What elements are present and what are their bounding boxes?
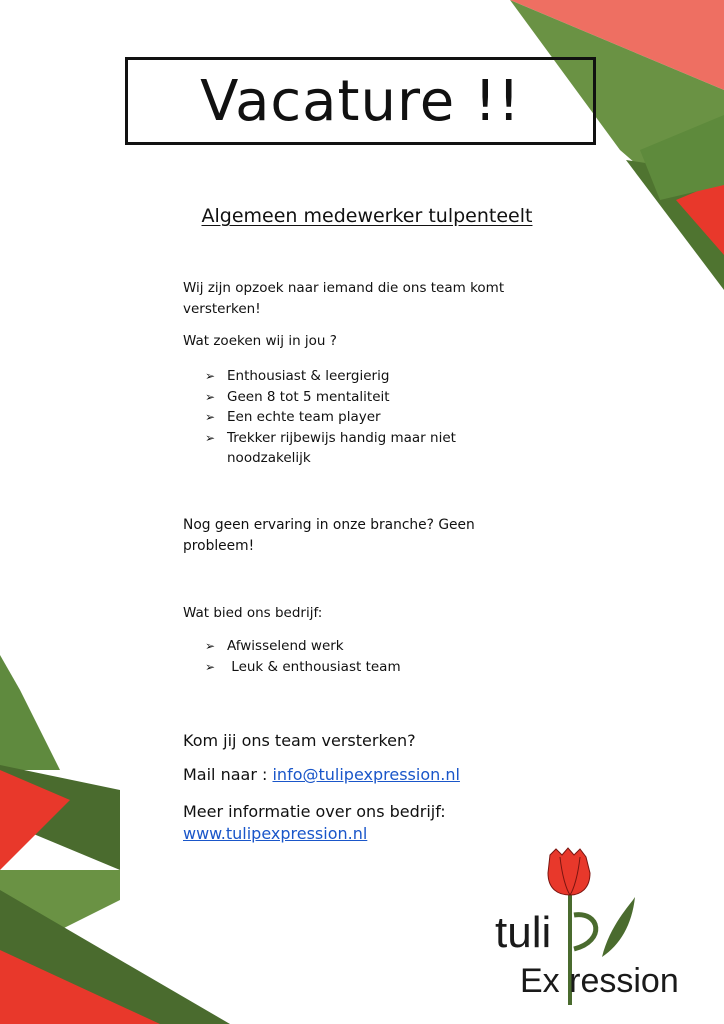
more-info-label: Meer informatie over ons bedrijf: — [183, 802, 446, 821]
arrow-bullet-icon: ➢ — [205, 410, 216, 424]
more-info-block — [183, 801, 503, 845]
tulip-flower-icon — [548, 848, 590, 895]
mail-line — [183, 764, 460, 786]
list-item: ➢ Leuk & enthousiast team — [205, 657, 492, 678]
arrow-bullet-icon: ➢ — [205, 430, 216, 445]
title-box — [125, 57, 596, 145]
mail-prefix: Mail naar : — [183, 765, 273, 784]
offer-list — [205, 636, 492, 677]
arrow-bullet-icon: ➢ — [205, 659, 216, 674]
website-link[interactable]: www.tulipexpression.nl — [183, 824, 368, 843]
email-link[interactable]: info@tulipexpression.nl — [272, 765, 460, 784]
bottom-left-green-shape — [0, 655, 60, 770]
no-experience-text: Nog geen ervaring in onze branche? Geen probleem! — [183, 517, 475, 554]
looking-for-list — [205, 366, 492, 469]
logo-p-bowl — [574, 915, 596, 949]
cta-question: Kom jij ons team versterken? — [183, 731, 416, 750]
page-title: Vacature !! — [200, 68, 521, 134]
list-item: ➢ Geen 8 tot 5 mentaliteit — [205, 387, 492, 408]
leaf-icon — [602, 897, 635, 957]
list-item: ➢ Trekker rijbewijs handig maar niet noodzakelijk — [205, 429, 456, 466]
arrow-bullet-icon: ➢ — [205, 369, 216, 383]
logo-text-tuli: tuli — [495, 908, 552, 957]
intro-text: Wij zijn opzoek naar iemand die ons team komt versterken! — [183, 280, 505, 317]
looking-for-heading: Wat zoeken wij in jou ? — [183, 333, 337, 349]
list-item: ➢ Afwisselend werk — [205, 636, 492, 657]
arrow-bullet-icon: ➢ — [205, 389, 216, 404]
arrow-bullet-icon: ➢ — [205, 639, 216, 653]
offer-heading: Wat bied ons bedrijf: — [183, 605, 323, 621]
job-title: Algemeen medewerker tulpenteelt — [201, 205, 533, 227]
list-item: ➢ Een echte team player — [205, 407, 492, 428]
logo-text-expression: Ex ression — [520, 962, 679, 1000]
list-item: ➢ Enthousiast & leergierig — [205, 366, 492, 387]
